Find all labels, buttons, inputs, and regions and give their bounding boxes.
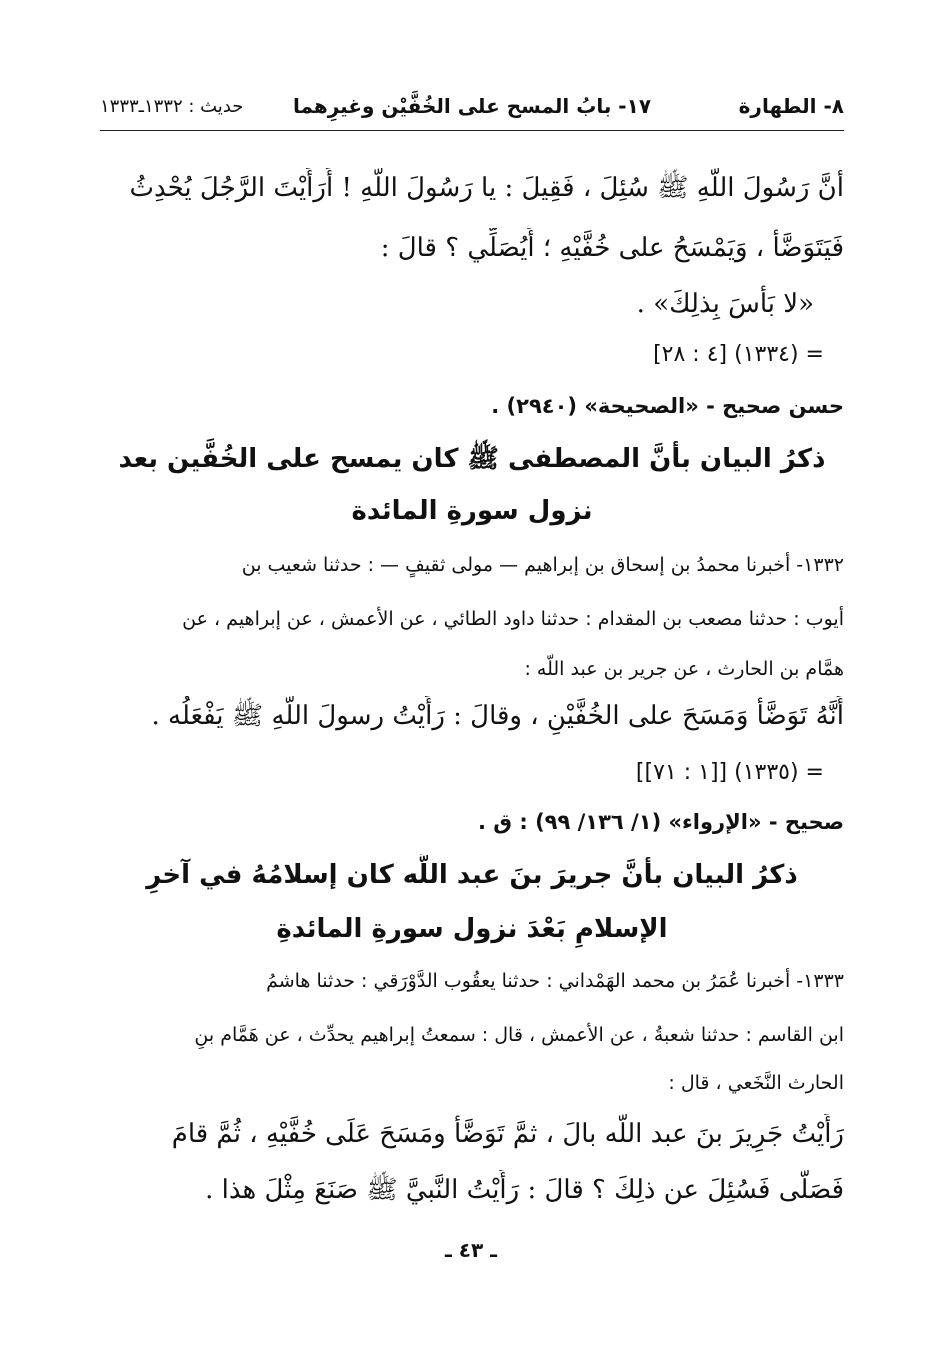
- isnad-line: أيوب : حدثنا مصعب بن المقدام : حدثنا داود الطائي ، عن الأعمش ، عن إبراهيم ، عن: [182, 608, 844, 630]
- isnad-line: ابن القاسم : حدثنا شعبةُ ، عن الأعمش ، قال : سمعتُ إبراهيم يحدِّث ، عن هَمَّام بنِ: [194, 1024, 844, 1046]
- section-heading: ذكرُ البيان بأنَّ جريرَ بنَ عبد اللَّه كان إسلامُهُ في آخرِ: [146, 860, 798, 890]
- hadith-text-line: «لا بَأْسَ بِذلِكَ» .: [636, 289, 814, 319]
- isnad-line: ١٣٣٢- أخبرنا محمدُ بن إسحاق بن إبراهيم — مولى ثقيفٍ — : حدثنا شعيب بن: [241, 554, 844, 576]
- chapter-title: ٨- الطهارة: [738, 94, 844, 118]
- section-heading: ذكرُ البيان بأنَّ المصطفى ﷺ كان يمسح على الخُفَّين بعد: [118, 444, 826, 474]
- section-title: ١٧- بابُ المسح على الخُفَّيْن وغيرِهما: [292, 94, 652, 118]
- grading-note: حسن صحيح - «الصحيحة» (٢٩٤٠) .: [491, 394, 844, 418]
- grading-note: صحيح - «الإرواء» (١/ ١٣٦/ ٩٩) : ق .: [477, 810, 844, 834]
- isnad-line: الحارث النَّخَعي ، قال :: [668, 1072, 844, 1094]
- hadith-text-line: أنَّ رَسُولَ اللَّهِ ﷺ سُئِلَ ، فَقِيلَ : يا رَسُولَ اللَّهِ ! أَرَأَيْتَ الرَّجُلَ يُحْدِثُ: [129, 173, 844, 203]
- running-header: [100, 90, 844, 130]
- isnad-line: همَّام بن الحارث ، عن جرير بن عبد اللَّه :: [524, 658, 844, 680]
- hadith-text-line: فَيَتَوَضَّأُ ، وَيَمْسَحُ على خُفَّيْهِ ؛ أَيُصَلِّي ؟ قالَ :: [380, 233, 844, 263]
- hadith-text-line: فَصَلَّى فَسُئِلَ عن ذلِكَ ؟ قالَ : رَأَيْتُ النَّبيَّ ﷺ صَنَعَ مِثْلَ هذا .: [205, 1175, 844, 1205]
- isnad-line: ١٣٣٣- أخبرنا عُمَرُ بن محمد الهَمْداني : حدثنا يعقُوب الدَّوْرَقي : حدثنا هاشمُ: [266, 970, 844, 992]
- cross-reference: = (١٣٣٤) [٤ : ٢٨]: [653, 342, 824, 367]
- hadith-text-line: رَأَيْتُ جَرِيرَ بنَ عبد اللَّه بالَ ، ثمَّ تَوَضَّأَ ومَسَحَ عَلَى خُفَّيْهِ ، ثُمَّ قامَ: [171, 1119, 844, 1149]
- section-heading: الإسلامِ بَعْدَ نزول سورةِ المائدةِ: [276, 914, 668, 944]
- hadith-text-line: أَنَّهُ تَوَضَّأَ وَمَسَحَ على الخُفَّيْنِ ، وقالَ : رَأَيْتُ رسولَ اللَّهِ ﷺ يَفْعَلُه .: [151, 701, 844, 731]
- section-heading: نزول سورةِ المائدة: [351, 496, 593, 526]
- page-number: ـ ٤٣ ـ: [444, 1238, 498, 1262]
- hadith-range: حديث : ١٣٣٢ـ١٣٣٣: [100, 96, 244, 117]
- header-divider: [100, 130, 844, 131]
- cross-reference: = (١٣٣٥) [[١ : ٧١]]: [635, 760, 824, 785]
